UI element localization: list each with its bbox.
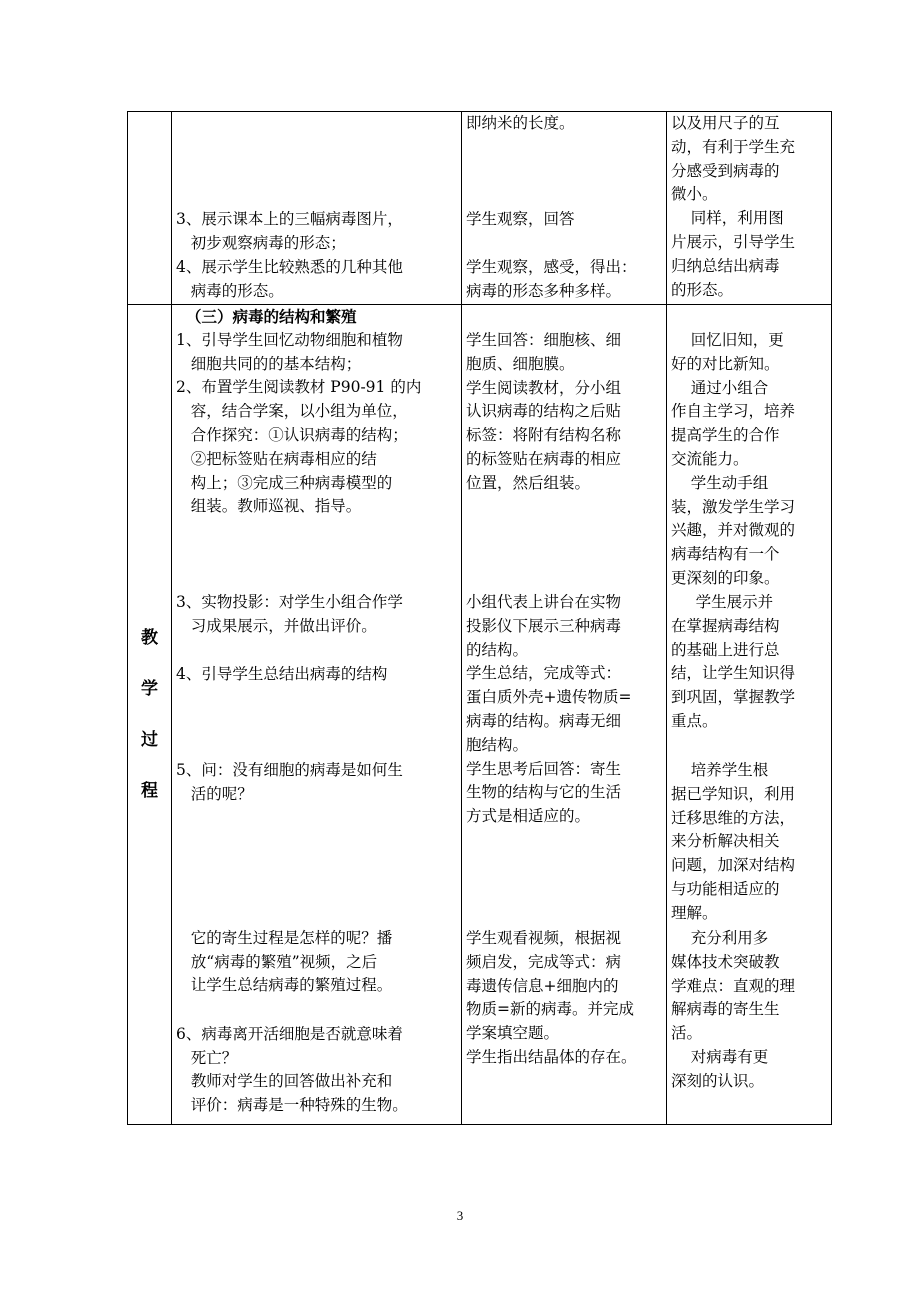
label-char: 过	[141, 729, 158, 750]
teacher-step-4: 4、展示学生比较熟悉的几种其他 病毒的形态。	[176, 258, 403, 300]
teacher-activity-cell	[172, 305, 462, 1125]
intent-text-1: 回忆旧知，更 好的对比新知。 通过小组合 作自主学习，培养 提高学生的合作 交流能力。 学生动手组 装，激发学生学习 兴趣，并对微观的 病毒结构有一个 更深刻的印象。	[671, 331, 796, 587]
teacher-step-4: 4、引导学生总结出病毒的结构	[176, 664, 388, 683]
intent-text-4: 充分利用多 媒体技术突破教 学难点：直观的理 解病毒的寄生生 活。 对病毒有更 深刻的认识。	[671, 929, 796, 1090]
student-text-1: 即纳米的长度。	[466, 114, 575, 132]
student-activity-cell	[462, 305, 667, 1125]
teacher-step-3: 3、实物投影：对学生小组合作学 习成果展示，并做出评价。	[176, 592, 403, 635]
student-text-2: 小组代表上讲台在实物 投影仪下展示三种病毒 的结构。 学生总结，完成等式： 蛋白质外壳+遗传物质= 病毒的结构。病毒无细 胞结构。 学生思考后回答：寄生 生物的结构与它的生活 方式是相适应的。	[466, 593, 632, 826]
student-text-1: 学生回答：细胞核、细 胞质、细胞膜。 学生阅读教材，分小组 认识病毒的结构之后贴 标签：将附有结构名称 的标签贴在病毒的相应 位置，然后组装。	[466, 331, 622, 492]
label-char: 学	[141, 678, 158, 699]
design-intent-cell	[667, 112, 832, 305]
student-text-3: 学生观察，感受，得出： 病毒的形态多种多样。	[466, 258, 637, 300]
teacher-step-3: 3、展示课本上的三幅病毒图片， 初步观察病毒的形态；	[176, 210, 403, 252]
page-number: 3	[456, 1208, 464, 1223]
table-row	[128, 305, 832, 1125]
label-cell-empty	[128, 112, 172, 305]
label-char: 教	[141, 627, 158, 648]
intent-text-1: 以及用尺子的互 动，有利于学生充 分感受到病毒的 微小。	[671, 114, 796, 204]
intent-text-2: 学生展示并 在掌握病毒结构 的基础上进行总 结，让学生知识得 到巩固，掌握教学 重点。	[671, 593, 796, 730]
student-text-2: 学生观察，回答	[466, 210, 575, 228]
section-title: （三）病毒的结构和繁殖	[186, 307, 357, 326]
label-char: 程	[141, 780, 158, 801]
intent-text-2: 同样，利用图 片展示，引导学生 归纳总结出病毒 的形态。	[671, 209, 796, 299]
teacher-step-6: 6、病毒离开活细胞是否就意味着 死亡？ 教师对学生的回答做出补充和 评价：病毒是一种特殊的生物。	[176, 1024, 408, 1115]
teacher-activity-cell	[172, 112, 462, 305]
design-intent-cell	[667, 305, 832, 1125]
teacher-steps-1-2: 1、引导学生回忆动物细胞和植物 细胞共同的的基本结构； 2、布置学生阅读教材 P90-91 的内 容，结合学案，以小组为单位， 合作探究：①认识病毒的结构； ②把标签贴在病毒相应的结 构上；③完成三种病毒模型的 组装。教师巡视、指导。	[176, 330, 422, 516]
student-text-3: 学生观看视频，根据视 频启发，完成等式：病 毒遗传信息+细胞内的 物质=新的病毒。并完成 学案填空题。 学生指出结晶体的存在。	[466, 929, 637, 1066]
lesson-plan-table	[127, 111, 832, 1125]
teacher-step-5-cont: 它的寄生过程是怎样的呢？播 放“病毒的繁殖”视频，之后 让学生总结病毒的繁殖过程。	[190, 928, 393, 995]
student-activity-cell	[462, 112, 667, 305]
intent-text-3: 培养学生根 据已学知识，利用 迁移思维的方法， 来分析解决相关 问题，加深对结构 与功能相适应的 理解。	[671, 761, 796, 922]
section-label-cell	[128, 305, 172, 1125]
teacher-step-5: 5、问：没有细胞的病毒是如何生 活的呢？	[176, 760, 403, 803]
table-row	[128, 112, 832, 305]
